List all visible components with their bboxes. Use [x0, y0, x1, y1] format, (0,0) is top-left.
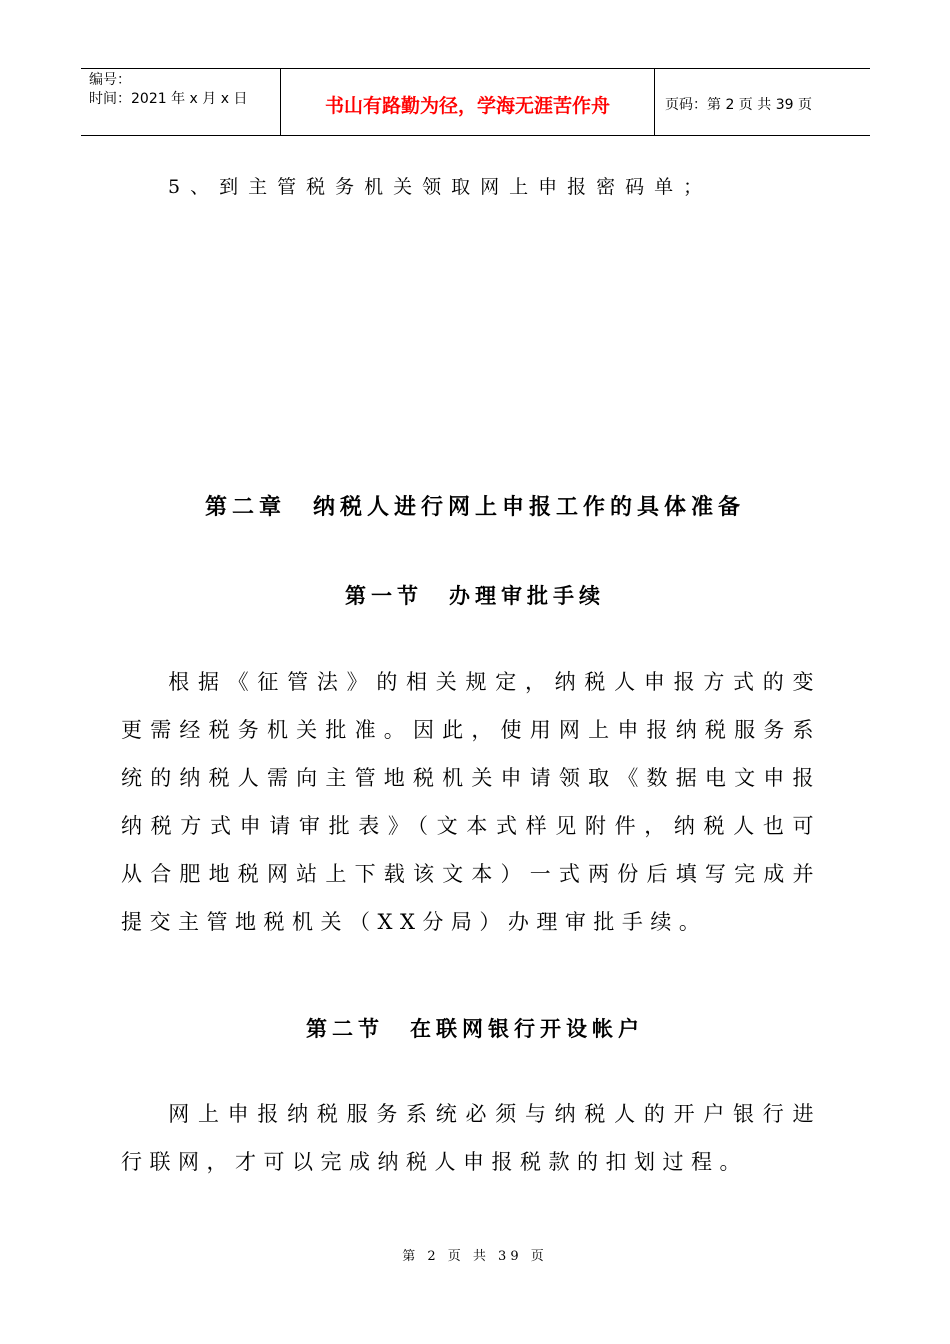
- header-motto: 书山有路勤为径，学海无涯苦作舟: [281, 69, 655, 135]
- chapter-title: 第二章 纳税人进行网上申报工作的具体准备: [204, 495, 745, 520]
- section-1-paragraph: [121, 658, 821, 946]
- header-page-label: 页码：第 2 页 共 39 页: [665, 97, 812, 113]
- section-1-text: 根据《征管法》的相关规定，纳税人申报方式的变更需经税务机关批准。因此，使用网上申报纳税服务系统的纳税人需向主管地税机关申请领取《数据电文申报纳税方式申请审批表》（文本式样见附件，纳税人也可从合肥地税网站上下载该文本）一式两份后填写完成并提交主管地税机关（XX分局）办理审批手续。: [121, 670, 821, 934]
- header-meta: [81, 69, 281, 135]
- document-header: [81, 68, 870, 136]
- section-2-title: 第二节 在联网银行开设帐户: [306, 1017, 644, 1041]
- section-2-text: 网上申报纳税服务系统必须与纳税人的开户银行进行联网，才可以完成纳税人申报税款的扣划过程。: [121, 1102, 821, 1174]
- number-label: 编号：: [89, 72, 131, 88]
- page-footer: 第 2 页 共 39 页: [402, 1249, 548, 1264]
- time-label: 时间：2021 年 x 月 x 日: [89, 91, 248, 107]
- list-item-5: 5、到主管税务机关领取网上申报密码单；: [168, 176, 713, 198]
- section-1-title: 第一节 办理审批手续: [345, 584, 605, 608]
- section-2-paragraph: [121, 1090, 821, 1186]
